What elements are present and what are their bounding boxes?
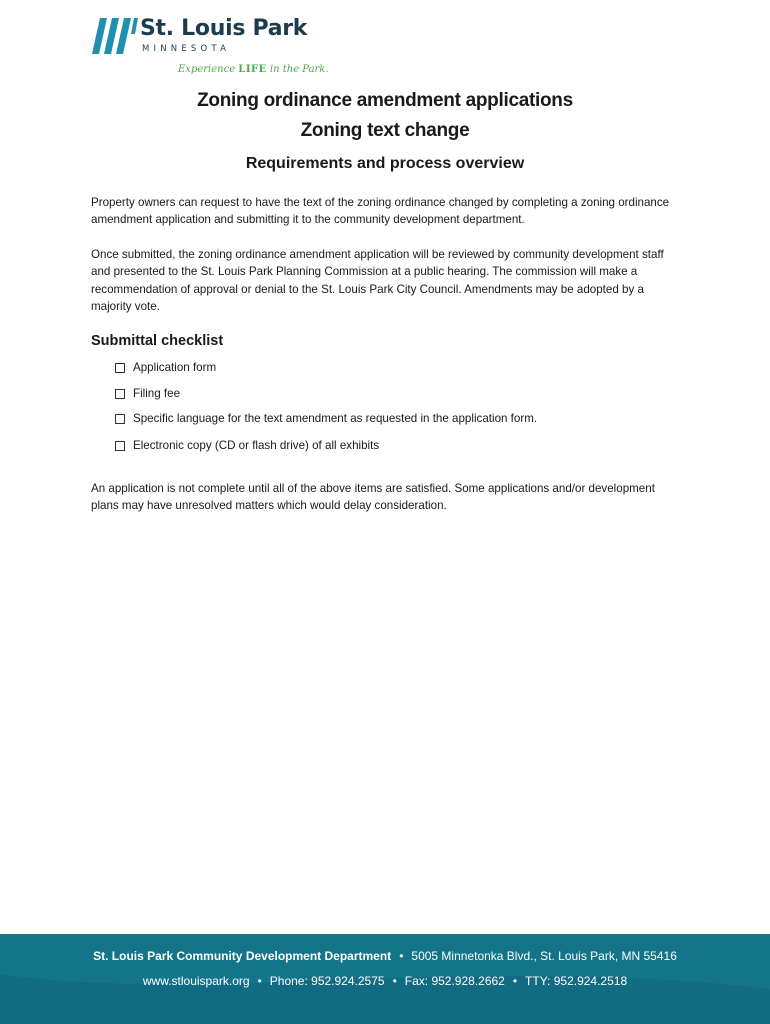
checkbox-icon[interactable] — [115, 363, 125, 373]
document-subtitle: Requirements and process overview — [245, 155, 525, 172]
footer-phone: Phone: 952.924.2575 — [269, 974, 385, 988]
footer-website-link[interactable]: www.stlouispark.org — [142, 974, 250, 988]
footer-separator: • — [392, 974, 397, 988]
footer-address: 5005 Minnetonka Blvd., St. Louis Park, MN 55416 — [411, 949, 677, 963]
logo-tagline-pre: Experience — [178, 64, 239, 75]
submittal-checklist — [115, 359, 537, 454]
checklist-item-label: Specific language for the text amendment as requested in the application form. — [133, 412, 538, 425]
city-logo-mark-icon — [92, 18, 138, 54]
city-logo — [92, 16, 332, 80]
checklist-heading: Submittal checklist — [91, 333, 224, 349]
checkbox-icon[interactable] — [115, 389, 125, 399]
footer-department: St. Louis Park Community Development Department — [93, 949, 392, 963]
footer-tty: TTY: 952.924.2518 — [525, 974, 628, 988]
checklist-item — [115, 437, 537, 454]
checkbox-icon[interactable] — [115, 414, 125, 424]
checklist-item-label: Application form — [133, 361, 217, 374]
document-title-secondary: Zoning text change — [300, 120, 470, 141]
intro-paragraph: Property owners can request to have the text of the zoning ordinance changed by completing a zoning ordinance amendment application and submitting it to the community development department. — [91, 196, 670, 227]
checklist-item — [115, 385, 537, 402]
footer-contact-line — [0, 974, 770, 988]
footer-separator: • — [399, 949, 404, 963]
checklist-item — [115, 410, 537, 427]
page-footer — [0, 934, 770, 1024]
footer-separator: • — [512, 974, 518, 988]
logo-tagline-life: LIFE — [238, 64, 267, 75]
checkbox-icon[interactable] — [115, 441, 125, 451]
checklist-item-label: Electronic copy (CD or flash drive) of all exhibits — [133, 439, 380, 452]
logo-city-name: St. Louis Park — [140, 16, 308, 41]
logo-state-name: MINNESOTA — [142, 44, 231, 54]
logo-tagline — [178, 64, 329, 75]
logo-tagline-post: in the Park. — [266, 64, 329, 75]
footer-address-line — [0, 949, 770, 963]
footer-separator: • — [257, 974, 262, 988]
footer-fax: Fax: 952.928.2662 — [404, 974, 505, 988]
document-title: Zoning ordinance amendment applications — [197, 90, 573, 111]
checklist-item — [115, 359, 537, 376]
checklist-item-label: Filing fee — [133, 387, 181, 400]
process-paragraph: Once submitted, the zoning ordinance amendment application will be reviewed by community development staff and presented to the St. Louis Park Planning Commission at a public hearing. The commission will make a recommendation of approval or denial to the St. Louis Park City Council. Amendments may be adopted by a majority vote. — [91, 248, 664, 313]
completion-paragraph: An application is not complete until all of the above items are satisfied. Some applications and/or development plans may have unresolved matters which would delay consideration. — [91, 482, 655, 513]
